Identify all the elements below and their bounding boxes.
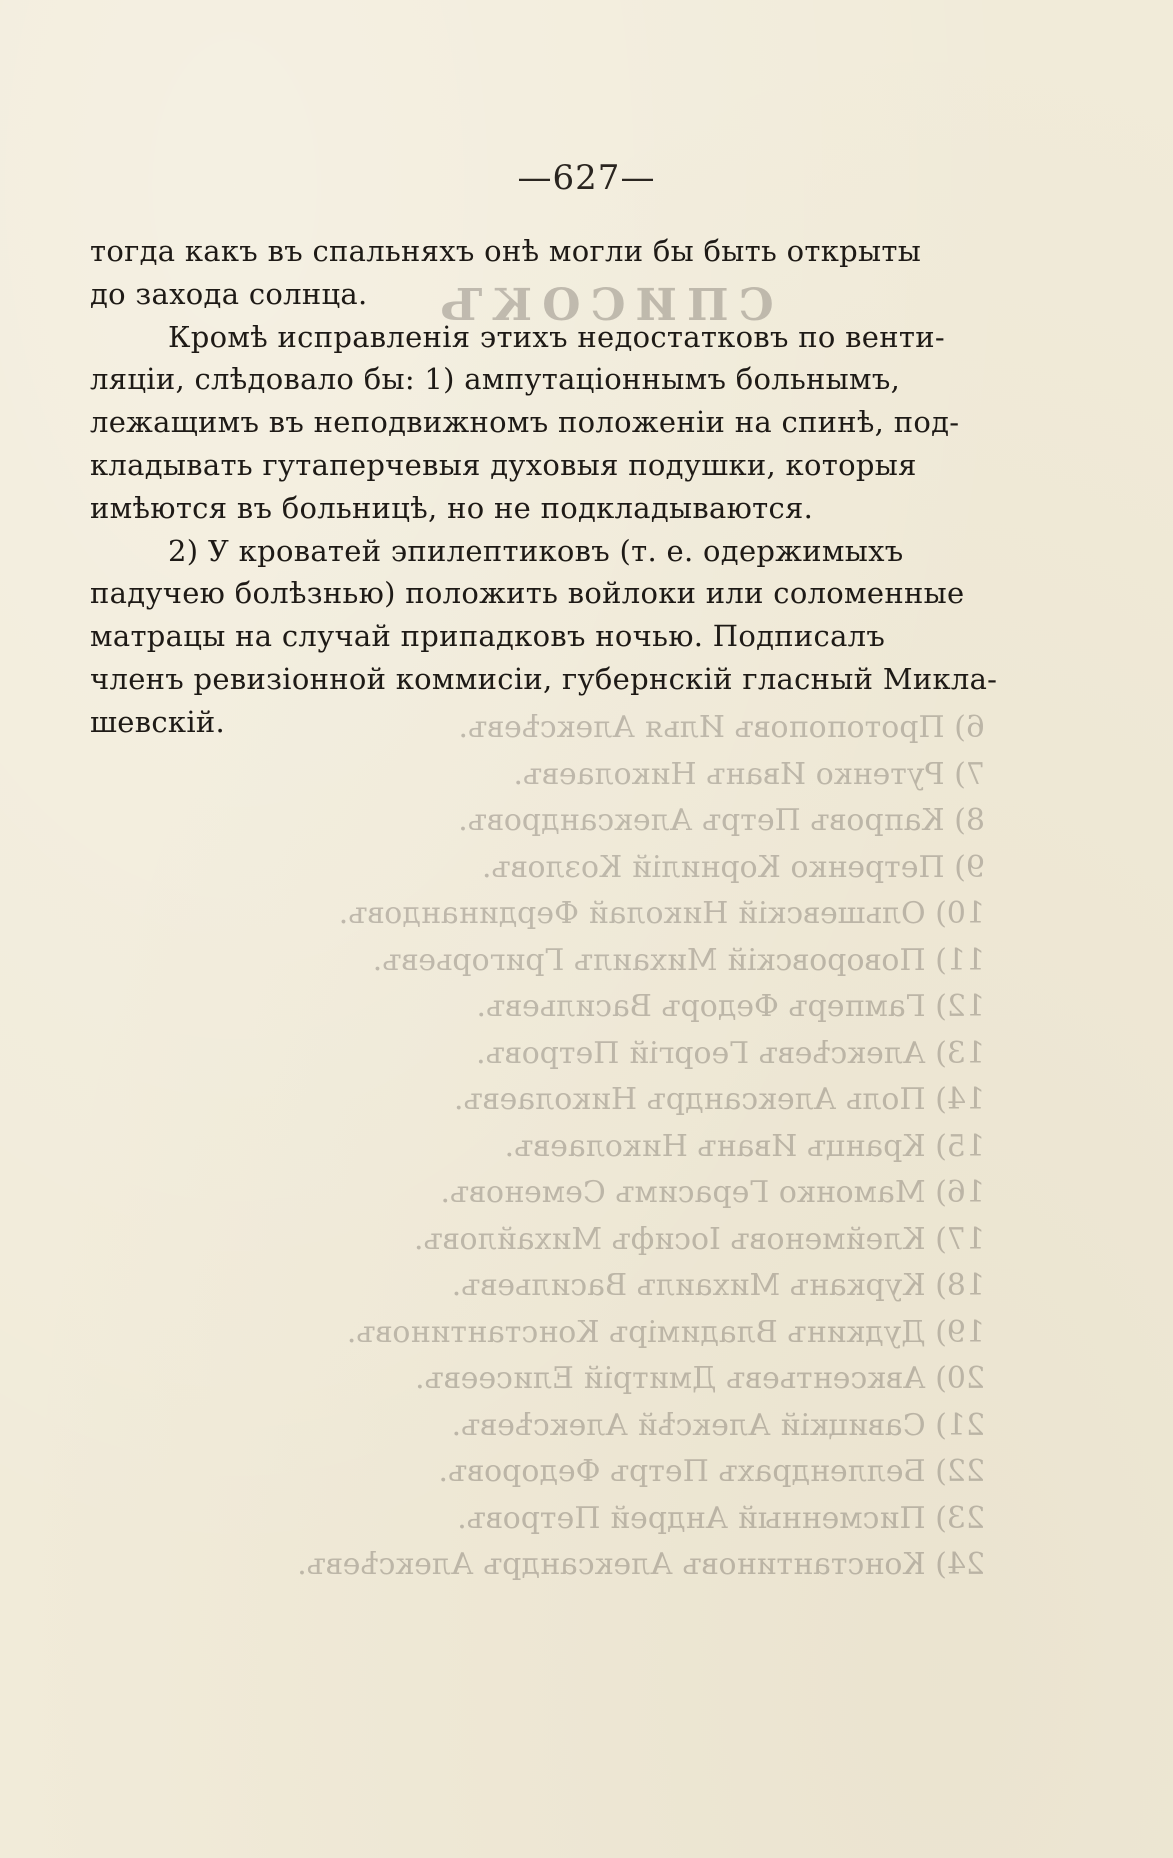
text-line: Кромѣ исправленія этихъ недостатковъ по венти- [168,319,945,354]
bleed-through-title: СПИСОКЪ [430,280,774,331]
text-line: до захода солнца. [90,276,368,311]
text-line: 2) У кроватей эпилептиковъ (т. е. одержимыхъ [168,533,904,568]
bleed-line: 22) Беллендрахъ Петръ Федоровъ. [438,1454,985,1489]
body-text [90,230,998,744]
bleed-line: 19) Дудкинъ Владиміръ Константиновъ. [346,1314,985,1350]
bleed-through-list [195,705,985,1589]
text-line: падучею болѣзнью) положить войлоки или соломенные [90,576,965,611]
bleed-line: 14) Поль Александръ Николаевъ. [453,1082,985,1117]
text-line: ляціи, слѣдовало бы: 1) ампутаціоннымъ больнымъ, [90,362,901,397]
bleed-line: 16) Мамонко Герасимъ Семеновъ. [440,1175,985,1210]
bleed-line: 20) Авксентьевъ Дмитрій Елисеевъ. [415,1361,985,1396]
text-line: имѣются въ больницѣ, но не подкладываются. [90,490,814,525]
bleed-line: 15) Кранцъ Иванъ Николаевъ. [504,1128,985,1164]
bleed-line: 24) Константиновъ Александръ Алексѣевъ. [297,1547,985,1582]
text-line: тогда какъ въ спальняхъ онѣ могли бы быть открыты [90,234,922,268]
bleed-line: 13) Алексѣевъ Георгій Петровъ. [476,1035,985,1071]
bleed-line: 12) Гамперъ Федоръ Васильевъ. [476,989,985,1024]
text-line: членъ ревизіонной коммисіи, губернскій гласный Микла- [90,661,998,696]
bleed-line: 18) Курканъ Михаилъ Васильевъ. [451,1268,985,1303]
text-line: лежащимъ въ неподвижномъ положеніи на спинѣ, под- [90,405,960,440]
bleed-line: 6) Протопоповъ Илья Алексѣевъ. [458,710,985,745]
bleed-line: 8) Капровъ Петръ Александровъ. [458,803,985,838]
bleed-line: 23) Писменный Андрей Петровъ. [457,1500,985,1536]
bleed-line: 7) Рутенко Иванъ Николаевъ. [513,756,985,792]
text-line: матрацы на случай припадковъ ночью. Подписалъ [90,619,886,654]
text-line: кладывать гутаперчевыя духовыя подушки, которыя [90,447,917,482]
text-line: шевскій. [90,704,226,739]
bleed-line: 9) Петренко Корнилій Козловъ. [481,849,985,885]
bleed-line: 17) Клейменовъ Іосифъ Михайловъ. [413,1221,985,1257]
page-number: —627— [517,158,656,198]
bleed-line: 11) Поворовскій Михаилъ Григорьевъ. [372,942,985,978]
bleed-line: 21) Савицкій Алексѣй Алексѣевъ. [451,1407,985,1443]
bleed-line: 10) Ольшевскій Николай Фердинандовъ. [338,896,985,931]
